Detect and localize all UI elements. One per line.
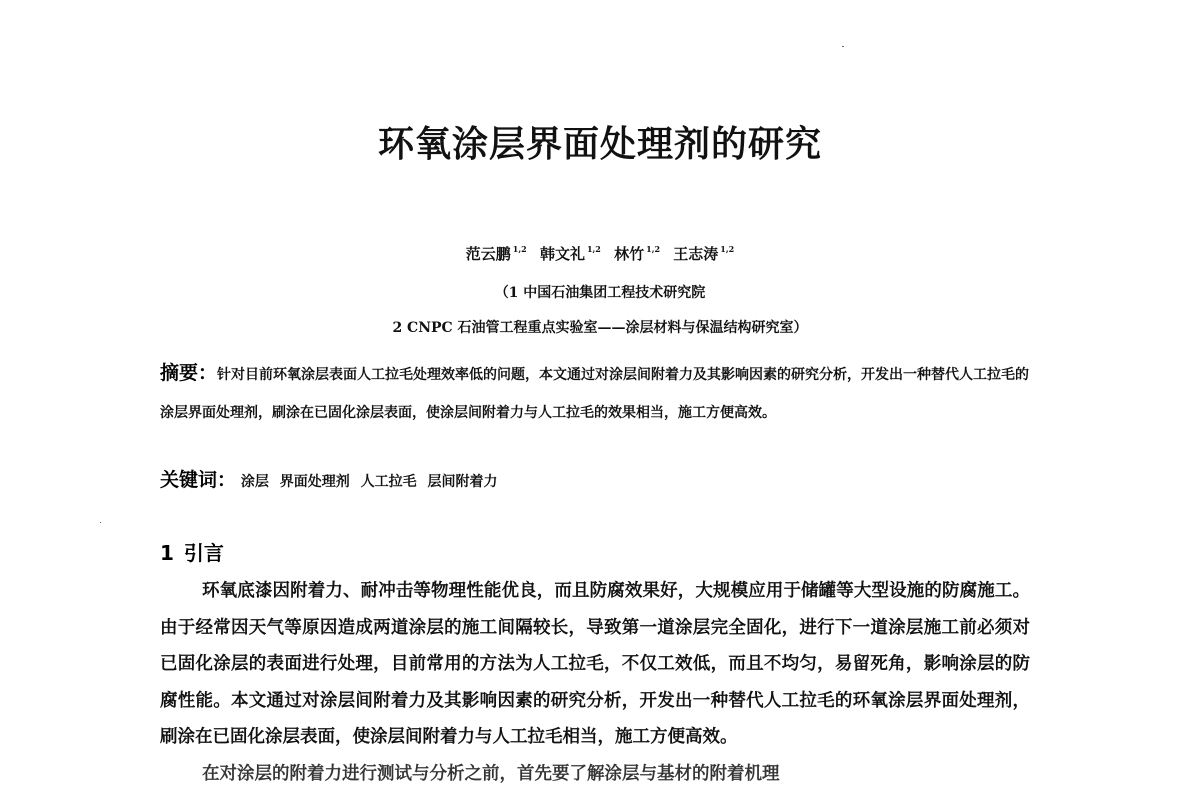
section-number: 1 bbox=[160, 541, 174, 565]
keyword: 涂层 bbox=[240, 474, 269, 490]
abstract bbox=[160, 354, 1040, 432]
scan-speck bbox=[100, 522, 101, 523]
affiliation-1: （1 中国石油集团工程技术研究院 bbox=[494, 285, 706, 301]
paragraph-partial: 在对涂层的附着力进行测试与分析之前，首先要了解涂层与基材的附着机理 bbox=[202, 763, 780, 784]
author: 王志涛 $^{1,2}$ bbox=[673, 244, 735, 263]
keywords bbox=[160, 464, 1040, 498]
section-title: 引言 bbox=[183, 541, 224, 565]
keywords-label: 关键词： bbox=[160, 469, 237, 491]
keyword: 层间附着力 bbox=[427, 474, 498, 490]
author: 林竹 $^{1,2}$ bbox=[614, 244, 661, 263]
section-heading bbox=[160, 537, 224, 566]
keyword: 界面处理剂 bbox=[279, 474, 350, 490]
paragraph: 环氧底漆因附着力、耐冲击等物理性能优良，而且防腐效果好，大规模应用于储罐等大型设施的防腐施工。由于经常因天气等原因造成两道涂层的施工间隔较长，导致第一道涂层完全固化，进行下一道涂层施工前必须对已固化涂层的表面进行处理，目前常用的方法为人工拉毛，不仅工效低，而且不均匀，易留死角，影响涂层的防腐性能。本文通过对涂层间附着力及其影响因素的研究分析，开发出一种替代人工拉毛的环氧涂层界面处理剂，刷涂在已固化涂层表面，使涂层间附着力与人工拉毛相当，施工方便高效。 bbox=[160, 581, 1030, 748]
keyword: 人工拉毛 bbox=[360, 474, 417, 490]
abstract-text: 针对目前环氧涂层表面人工拉毛处理效率低的问题，本文通过对涂层间附着力及其影响因素的研究分析，开发出一种替代人工拉毛的涂层界面处理剂，刷涂在已固化涂层表面，使涂层间附着力与人工拉毛的效果相当，施工方便高效。 bbox=[160, 367, 1030, 421]
paper-title: 环氧涂层界面处理剂的研究 bbox=[377, 124, 822, 165]
abstract-label: 摘要： bbox=[160, 362, 218, 384]
author: 韩文礼 $^{1,2}$ bbox=[539, 244, 601, 263]
scan-speck bbox=[842, 46, 844, 47]
section-body bbox=[160, 573, 1030, 786]
affiliation-2: 2 CNPC 石油管工程重点实验室——涂层材料与保温结构研究室） bbox=[392, 320, 808, 336]
author-line bbox=[0, 243, 1200, 264]
author: 范云鹏 $^{1,2}$ bbox=[465, 244, 527, 263]
